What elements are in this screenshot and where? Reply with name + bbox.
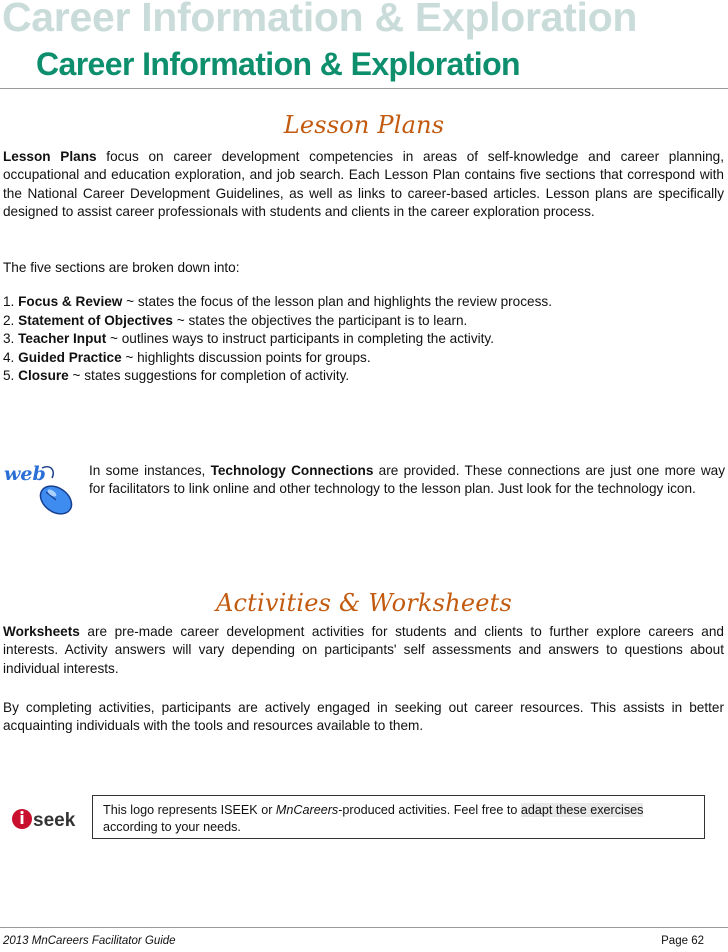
web-mouse-icon bbox=[2, 462, 80, 518]
list-item: 1. Focus & Review ~ states the focus of the lesson plan and highlights the review process. bbox=[3, 294, 552, 309]
technology-connections-text: In some instances, Technology Connections are provided. These connections are just one more way for facilitators to link online and other technology to the lesson plan. Just look for the technology icon. bbox=[89, 463, 725, 497]
page-title: Career Information & Exploration bbox=[36, 46, 520, 82]
footer-guide-title: 2013 MnCareers Facilitator Guide bbox=[3, 935, 176, 947]
lesson-plans-intro bbox=[3, 148, 724, 222]
list-item: 5. Closure ~ states suggestions for completion of activity. bbox=[3, 368, 350, 384]
svg-text:seek: seek bbox=[33, 810, 76, 831]
worksheets-text: Worksheets are pre-made career development activities for students and clients to further explore careers and interests. Activity answers will vary depending on participants' self assessments and answers to questions about individual interests. bbox=[3, 624, 724, 676]
completing-activities-text: By completing activities, participants are actively engaged in seeking out career resources. This assists in better acquainting individuals with the tools and resources available to them. bbox=[3, 700, 724, 734]
activities-heading: Activities & Worksheets bbox=[215, 589, 513, 617]
list-item: 3. Teacher Input ~ outlines ways to instruct participants in completing the activity. bbox=[3, 331, 494, 347]
lesson-plans-intro-bold: Lesson Plans bbox=[3, 149, 97, 164]
sections-intro: The five sections are broken down into: bbox=[3, 260, 240, 275]
list-item: 4. Guided Practice ~ highlights discussion points for groups. bbox=[3, 349, 371, 365]
svg-text:web: web bbox=[4, 463, 46, 485]
sections-list bbox=[3, 293, 724, 386]
list-item: 2. Statement of Objectives ~ states the objectives the participant is to learn. bbox=[3, 312, 468, 328]
lesson-plans-heading: Lesson Plans bbox=[283, 111, 445, 139]
ghost-page-title: Career Information & Exploration bbox=[2, 0, 638, 40]
iseek-logo bbox=[10, 804, 90, 834]
lesson-plans-intro-text: focus on career development competencies in areas of self-knowledge and career planning, occupational and education exploration, and job search. Each Lesson Plan contains five sections that correspond with the National Career Development Guidelines, as well as links to career-based articles. Lesson plans are specifically designed to assist career professionals with students and clients in the career exploration process. bbox=[3, 149, 724, 220]
footer-divider bbox=[0, 927, 728, 928]
logo-note-box: This logo represents ISEEK or MnCareers-produced activities. Feel free to adapt these exercises according to your needs. bbox=[92, 795, 705, 839]
header-divider bbox=[0, 88, 728, 89]
page-number: Page 62 bbox=[661, 935, 704, 947]
